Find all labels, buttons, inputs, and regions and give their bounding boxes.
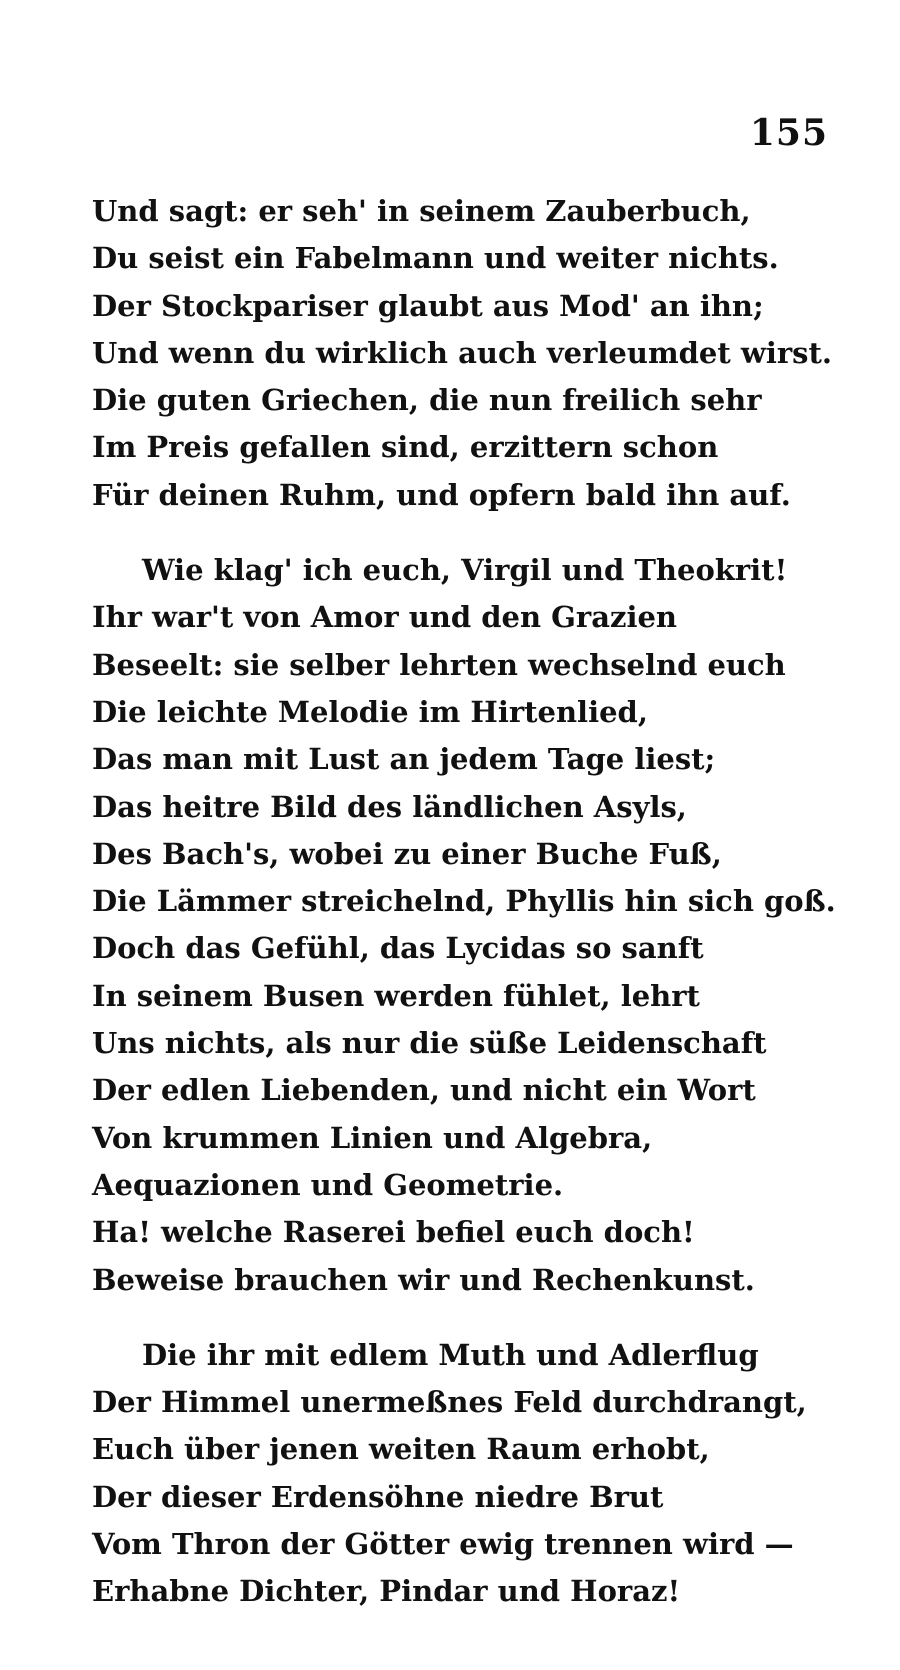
verse-line: Von krummen Linien und Algebra, <box>92 1120 653 1155</box>
stanza-1 <box>92 188 852 519</box>
page-number: 155 <box>749 112 828 154</box>
verse-line: Die guten Griechen, die nun freilich sehr <box>92 383 762 418</box>
verse-line: Wie klag' ich euch, Virgil und Theokrit! <box>142 553 788 588</box>
verse-line: In seinem Busen werden fühlet, lehrt <box>92 978 700 1013</box>
verse-line: Der Stockpariser glaubt aus Mod' an ihn; <box>92 288 764 323</box>
verse-line: Der edlen Liebenden, und nicht ein Wort <box>92 1073 756 1108</box>
verse-line: Uns nichts, als nur die süße Leidenschaft <box>92 1026 767 1061</box>
verse-line: Ha! welche Raserei befiel euch doch! <box>92 1215 695 1250</box>
verse-line: Und sagt: er seh' in seinem Zauberbuch, <box>92 194 751 228</box>
verse-line: Im Preis gefallen sind, erzittern schon <box>92 430 719 465</box>
poem-body <box>92 188 852 1616</box>
verse-line: Des Bach's, wobei zu einer Buche Fuß, <box>92 836 722 871</box>
verse-line: Euch über jenen weiten Raum erhobt, <box>92 1432 710 1467</box>
verse-line: Erhabne Dichter, Pindar und Horaz! <box>92 1574 681 1609</box>
verse-line: Beseelt: sie selber lehrten wechselnd euch <box>92 647 786 682</box>
verse-line: Und wenn du wirklich auch verleumdet wirst. <box>92 335 832 370</box>
verse-line: Aequazionen und Geometrie. <box>92 1167 564 1202</box>
verse-line: Die leichte Melodie im Hirtenlied, <box>92 694 648 729</box>
verse-line: Die ihr mit edlem Muth und Adlerflug <box>142 1337 759 1372</box>
verse-line: Für deinen Ruhm, und opfern bald ihn auf. <box>92 477 791 512</box>
verse-line: Die Lämmer streichelnd, Phyllis hin sich goß. <box>92 884 836 919</box>
stanza-3 <box>92 1332 852 1616</box>
verse-line: Du seist ein Fabelmann und weiter nichts. <box>92 241 779 276</box>
verse-line: Vom Thron der Götter ewig trennen wird — <box>92 1527 794 1562</box>
verse-line: Beweise brauchen wir und Rechenkunst. <box>92 1262 755 1297</box>
verse-line: Das heitre Bild des ländlichen Asyls, <box>92 789 687 824</box>
verse-line: Ihr war't von Amor und den Grazien <box>92 600 678 635</box>
stanza-2 <box>92 547 852 1304</box>
verse-line: Das man mit Lust an jedem Tage liest; <box>92 742 716 777</box>
verse-line: Doch das Gefühl, das Lycidas so sanft <box>92 931 704 966</box>
verse-line: Der dieser Erdensöhne niedre Brut <box>92 1479 664 1514</box>
verse-line: Der Himmel unermeßnes Feld durchdrangt, <box>92 1385 807 1420</box>
